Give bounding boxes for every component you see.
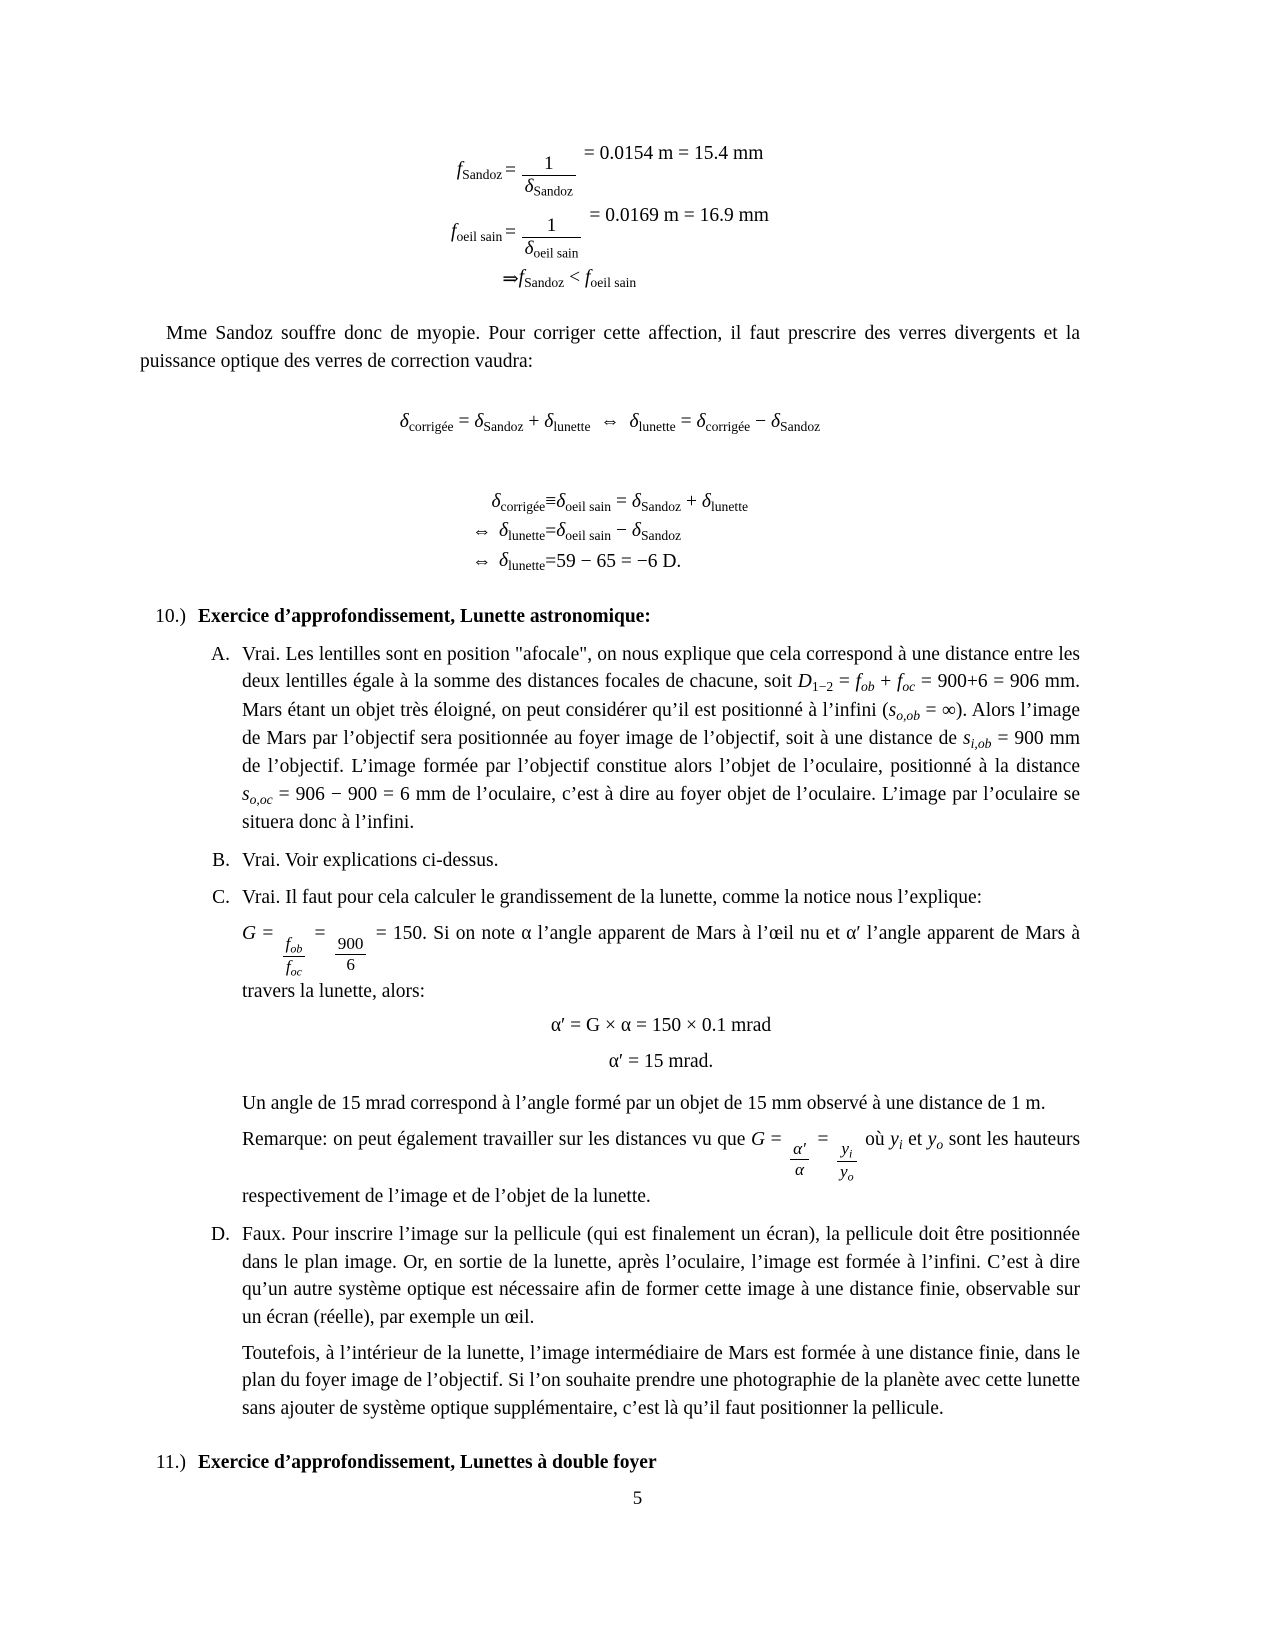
exercise-10-title: Exercice d’approfondissement, Lunette astronomique: [198,606,651,628]
item-c-grandissement-line [242,920,1080,1005]
fraction-denominator [792,1161,807,1179]
exercise-10-item-d [140,1221,1080,1423]
delta-subscript: lunette [710,498,749,514]
y-symbol: y [839,1162,848,1182]
spacer [140,1423,1080,1449]
remarque-text-3: et [902,1128,928,1150]
f-symbol: f [451,221,457,243]
delta-symbol: δ [544,411,554,433]
empty-cell [451,264,502,294]
delta-lunette-result-lhs [491,547,545,577]
item-b-body: Vrai. Voir explications ci-dessus. [242,849,499,871]
equals-operator: = [616,490,627,512]
equals-operator: = [680,411,692,433]
minus-operator: − [755,411,767,433]
delta-symbol: δ [631,490,641,512]
remarque-text-1: Remarque: on peut également travailler sur les distances vu que [242,1128,751,1150]
formula-d12: $D_{1-2} = f_{ob} + f_{oc}$ = [797,671,932,695]
f-symbol: f [518,267,525,288]
formula-remarque-G [751,1128,860,1184]
delta-symbol: δ [399,411,409,433]
delta-symbol: δ [474,411,484,433]
focal-oeilsain-value: = 0.0169 m = 16.9 mm [589,204,769,226]
formula-so-oc: $s_{o,oc} = 906 - 900 = 6$ [242,783,410,807]
delta-subscript: oeil sain [533,245,579,261]
plus-operator: + [528,411,540,433]
item-c-continuation [140,1082,1080,1211]
delta-symbol: δ [524,176,534,198]
delta-symbol: δ [701,490,711,512]
f-subscript: oeil sain [456,228,503,244]
focal-oeilsain-relation: = [504,221,516,243]
row-prefix: ⇔ [471,551,492,573]
delta-subscript: Sandoz [533,183,573,199]
delta-symbol: δ [770,411,781,433]
focal-length-table [451,140,769,294]
delta-subscript: lunette [508,558,546,574]
row-prefix [472,488,492,518]
f-symbol: f [456,159,463,181]
item-c-text-1: Vrai. Il faut pour cela calculer le grandissement de la lunette, comme la notice nous l’explique: [242,887,983,909]
equals-operator: = [817,1128,829,1150]
table-row [451,202,769,264]
f-symbol: f [285,956,291,976]
delta-symbol: δ [491,490,501,512]
delta-symbol: δ [629,411,639,433]
paragraph-remarque [242,1126,1080,1211]
focal-sandoz-relation: = [504,159,516,181]
fraction-numerator: 900 [337,933,364,953]
alpha-prime-symbol: α′ [793,1139,806,1159]
delta-subscript: lunette [508,528,546,544]
equals-relation: = [545,521,557,543]
plus-operator: + [685,490,697,512]
fraction-denominator [837,1163,857,1183]
exercise-10-item-c [140,884,1080,1082]
delta-corrigee-rhs [556,488,748,518]
alpha-symbol: α [795,1160,805,1180]
formula-grandissement [242,922,433,979]
equals-relation: = [545,551,557,573]
symbol-yo [928,1129,943,1150]
y-subscript: o [936,1136,944,1152]
fraction-numerator [838,1140,855,1160]
fraction-alphaprime-over-alpha [790,1140,809,1179]
delta-subscript: Sandoz [640,498,682,514]
delta-subscript: oeil sain [565,528,612,544]
y-subscript: i [848,1146,853,1161]
item-c-body [242,884,1080,1082]
exercise-11-marker: 11.) [155,1451,186,1473]
symbol-yi [890,1129,902,1150]
spacer [140,577,1080,603]
G-value: 150. [392,922,428,944]
f-subscript: oc [290,964,302,979]
equation-focal-lengths [140,140,1080,294]
focal-oeilsain-rhs [519,202,769,264]
f-symbol: f [584,267,591,288]
delta-subscript: corrigée [408,419,454,435]
item-c-text-2: Si on note α l’angle apparent de Mars à l’œil nu et α′ l’angle apparent de Mars à travers la lunette, alors: [242,922,1081,1002]
display-equation-alpha-1: α′ = G × α = 150 × 0.1 mrad [550,1015,772,1037]
remarque-text-4: sont les hauteurs respectivement de l’image et de l’objet de la lunette. [242,1128,1081,1208]
exercise-10-heading [140,603,1080,631]
delta-symbol: δ [556,490,566,512]
spacer [140,444,1080,488]
f-subscript: Sandoz [462,166,503,182]
f-subscript: oeil sain [590,274,637,290]
G-symbol: G [751,1128,766,1150]
item-a-text-3: . Alors l’image de Mars par l’objectif sera positionnée au foyer image de l’objectif, soit à une distance de [242,699,1080,749]
page-content [140,140,1080,1476]
table-row [472,517,748,547]
fraction-one-over-delta-oeilsain [522,216,582,261]
y-symbol: y [890,1128,899,1150]
delta-symbol: δ [696,411,706,433]
delta-corrigee-lhs [491,488,545,518]
delta-subscript: corrigée [705,419,751,435]
item-a-text-1: Vrai. Les lentilles sont en position "afocale", on nous explique que cela correspond à une distance entre les deux lentilles égale à la somme des distances focales de chacune, soit [242,643,1080,693]
minus-operator: − [616,520,627,542]
y-symbol: y [841,1139,849,1159]
fraction-denominator [522,239,582,261]
f-subscript: ob [290,941,303,956]
implication-arrow: ⇒ [502,268,519,290]
G-symbol: G [242,922,257,944]
item-d-marker: D. [211,1223,230,1245]
remarque-text-2: où [859,1128,891,1150]
identity-relation: ≡ [545,491,557,513]
delta-symbol: δ [556,520,566,542]
spacer [140,294,1080,320]
item-a-text-4: mm de l’objectif. L’image formée par l’objectif constitue alors l’objet de l’oculaire, positionné à la distance [242,727,1081,777]
equals-operator: = [458,411,470,433]
delta-subscript: lunette [638,419,676,435]
focal-comparison [519,264,769,294]
delta-symbol: δ [631,520,641,542]
equation-delta-derivation [140,488,1080,577]
fraction-yi-over-yo [837,1140,857,1183]
fraction-denominator [522,177,576,199]
table-row [451,140,769,202]
page-number: 5 [632,1488,643,1509]
item-a-marker: A. [211,643,230,665]
formula-so-ob: ($s_{o,ob}$ = ∞) [882,699,963,723]
item-c-continuation-body [242,1082,1080,1211]
paragraph-angle-15mrad: Un angle de 15 mrad correspond à l’angle formé par un objet de 15 mm observé à une distance de 1 m. [242,1092,1046,1114]
item-c-marker: C. [212,887,230,909]
item-a-text-2: 900+6 = 906 mm. Mars étant un objet très éloigné, on peut considérer qu’il est positionné à l’infini [242,671,1081,721]
delta-subscript: corrigée [500,498,546,514]
exercise-11-heading [140,1449,1080,1477]
formula-si-ob: $s_{i,ob} = 900$ [963,727,1044,751]
fraction-denominator [283,958,305,978]
table-row [472,488,748,518]
f-subscript: Sandoz [524,274,565,290]
row-prefix: ⇔ [471,521,492,543]
fraction-denominator: 6 [346,954,355,974]
focal-sandoz-lhs [451,140,502,202]
equals-operator: = [770,1128,782,1150]
equals-operator: = [314,922,326,944]
exercise-10-item-a [140,641,1080,837]
fraction-900-over-6 [335,935,367,974]
delta-lunette-rhs [556,517,748,547]
delta-symbol: δ [499,520,509,542]
exercise-10-marker: 10.) [155,606,186,628]
f-symbol: f [285,933,291,953]
fraction-one-over-delta-sandoz [522,154,576,199]
focal-sandoz-rhs [519,140,769,202]
less-than-operator: < [569,267,581,288]
delta-subscript: Sandoz [780,419,821,435]
delta-subscript: Sandoz [483,419,524,435]
equivalence-arrow: ⇔ [600,411,620,433]
equation-correction [140,407,1080,437]
delta-derivation-table [472,488,748,577]
y-subscript: o [847,1169,854,1184]
equals-operator: = [375,922,387,944]
table-row [451,264,769,294]
item-d-paragraph-2: Toutefois, à l’intérieur de la lunette, l’image intermédiaire de Mars est formée à une distance finie, dans le plan du foyer image de l’objectif. Si l’on souhaite prendre une photographie de la planète avec cette lunette sans ajouter de système optique supplémentaire, c’est là qu’il faut positionner la pellicule. [242,1342,1080,1420]
delta-subscript: Sandoz [640,528,682,544]
delta-subscript: oeil sain [565,498,612,514]
fraction-numerator [790,1140,809,1158]
paragraph-myopie: Mme Sandoz souffre donc de myopie. Pour corriger cette affection, il faut prescrire des verres divergents et la puissance optique des verres de correction vaudra: [140,322,1080,372]
delta-symbol: δ [499,550,509,572]
item-d-paragraph-1: Faux. Pour inscrire l’image sur la pellicule (qui est finalement un écran), la pellicule doit être positionnée dans le plan image. Or, en sortie de la lunette, après l’oculaire, l’image est formée à l’infini. C’est à dire qu’un autre système optique est nécessaire afin de former cette image à une distance finie, observable sur un écran (réelle), par exemple un œil. [242,1223,1080,1328]
item-a-body [242,641,1080,837]
item-d-body [242,1221,1080,1423]
y-subscript: i [898,1136,903,1152]
y-symbol: y [927,1128,937,1150]
equals-operator: = [262,922,274,944]
delta-subscript: lunette [553,419,591,435]
focal-sandoz-value: = 0.0154 m = 15.4 mm [583,143,764,164]
fraction-numerator [283,935,306,955]
exercise-10-item-b [140,847,1080,875]
display-equation-alpha-2: α′ = 15 mrad. [608,1050,714,1072]
fraction-numerator: 1 [546,215,557,237]
delta-lunette-result-value: 59 − 65 = −6 D. [556,551,682,573]
item-b-marker: B. [212,849,230,871]
delta-lunette-lhs [491,517,545,547]
fraction-numerator: 1 [543,153,554,175]
exercise-11-title: Exercice d’approfondissement, Lunettes à double foyer [198,1451,657,1473]
focal-oeilsain-lhs [451,202,502,264]
table-row [472,547,748,577]
fraction-fob-over-foc [283,935,306,978]
item-a-text-5: mm de l’oculaire, c’est à dire au foyer objet de l’oculaire. L’image par l’oculaire se situera donc à l’infini. [242,783,1080,833]
delta-symbol: δ [524,238,534,260]
spacer [140,375,1080,401]
